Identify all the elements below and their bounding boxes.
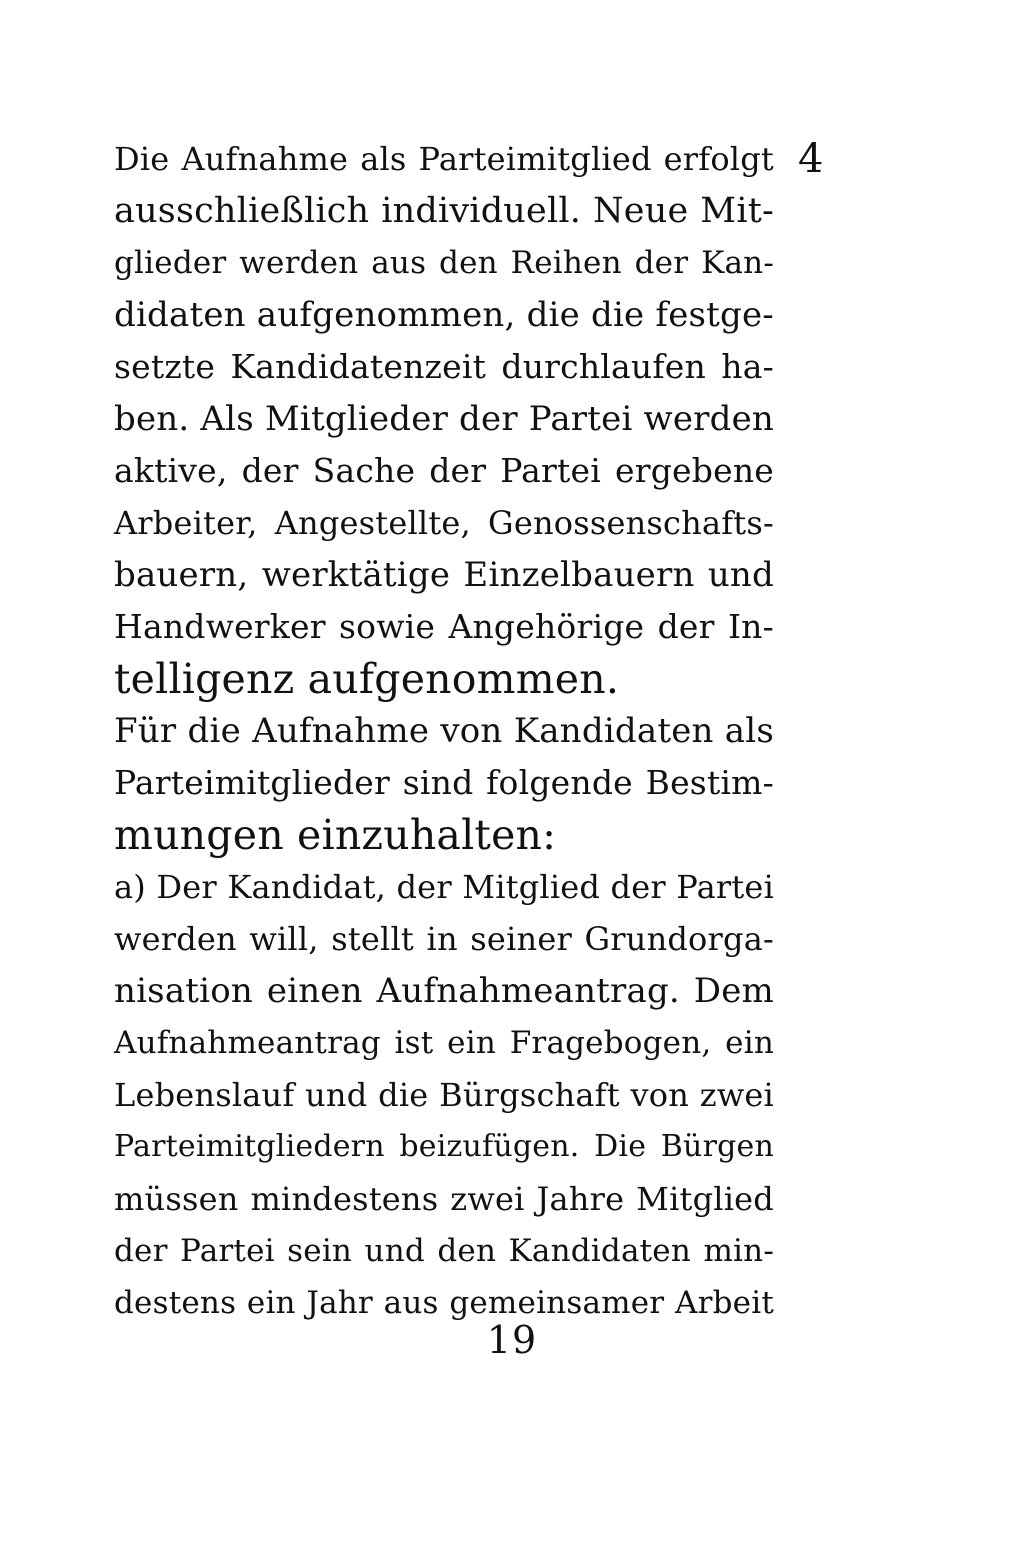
text-line: Die Aufnahme als Parteimitglied erfolgt	[114, 140, 774, 178]
text-line: Handwerker sowie Angehörige der In-	[114, 607, 774, 646]
text-line: telligenz aufgenommen.	[114, 655, 620, 703]
page-number: 19	[486, 1318, 538, 1362]
text-line: aktive, der Sache der Partei ergebene	[114, 451, 774, 490]
text-line: Für die Aufnahme von Kandidaten als	[114, 711, 774, 751]
text-line: didaten aufgenommen, die die festge-	[114, 295, 774, 335]
text-line: Aufnahmeantrag ist ein Fragebogen, ein	[114, 1025, 774, 1061]
text-line: werden will, stellt in seiner Grundorga-	[114, 920, 774, 958]
text-line: müssen mindestens zwei Jahre Mitglied	[114, 1180, 774, 1218]
text-line: nisation einen Aufnahmeantrag. Dem	[114, 971, 774, 1011]
text-line: Lebenslauf und die Bürgschaft von zwei	[114, 1076, 774, 1114]
text-line: Parteimitglieder sind folgende Bestim-	[114, 763, 774, 802]
text-line: mungen einzuhalten:	[114, 811, 557, 859]
text-line: ben. Als Mitglieder der Partei werden	[114, 399, 774, 439]
section-number: 4	[798, 136, 824, 182]
text-line: Parteimitgliedern beizufügen. Die Bürgen	[114, 1129, 774, 1164]
text-line: glieder werden aus den Reihen der Kan-	[114, 245, 774, 281]
text-line: ausschließlich individuell. Neue Mit-	[114, 191, 774, 231]
text-line: der Partei sein und den Kandidaten min-	[114, 1233, 774, 1269]
text-line: bauern, werktätige Einzelbauern und	[114, 555, 774, 595]
text-line: setzte Kandidatenzeit durchlaufen ha-	[114, 347, 774, 386]
text-line: a) Der Kandidat, der Mitglied der Partei	[114, 868, 774, 906]
text-line: destens ein Jahr aus gemeinsamer Arbeit	[114, 1285, 774, 1321]
text-line: Arbeiter, Angestellte, Genossenschafts-	[114, 504, 774, 542]
